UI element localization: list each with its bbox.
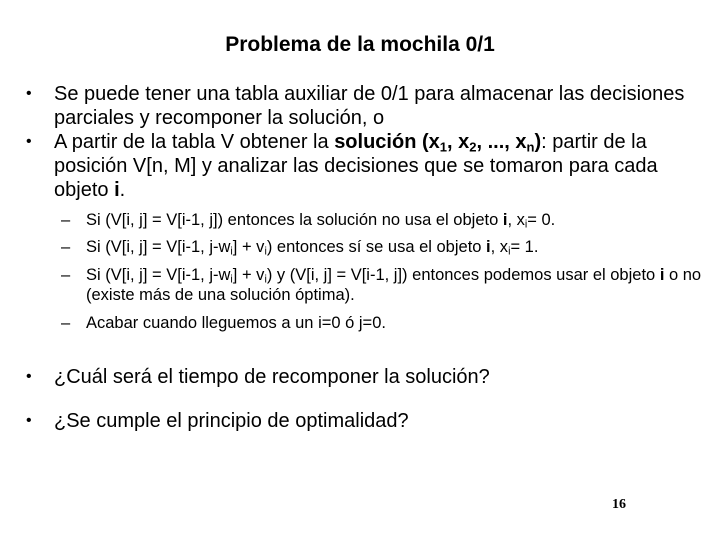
sub-item-2 [61, 237, 706, 258]
tuple-close: ) [534, 131, 542, 153]
bullet-text: ¿Cuál será el tiempo de recomponer la solución? [54, 366, 490, 388]
bullet-marker: • [26, 368, 32, 385]
bullet-text-pre: A partir de la tabla V obtener la [54, 131, 335, 153]
bullet-item-1 [26, 82, 694, 130]
sub-text-mid1: ] + v [232, 238, 265, 256]
sub-item-3 [61, 265, 706, 305]
bullet-text: ¿Se cumple el principio de optimalidad? [54, 410, 409, 432]
sub-text-pre: Si (V[i, j] = V[i-1, j-w [86, 238, 231, 256]
subscript-1: 1 [439, 139, 447, 155]
sub-text-post: o no (existe más de una solución óptima). [86, 266, 702, 304]
object-variable: i [486, 238, 491, 256]
sub-text-mid: , x [507, 211, 525, 229]
sub-text-pre: Si (V[i, j] = V[i-1, j]) entonces la solución no usa el objeto [86, 211, 503, 229]
object-variable: i [659, 266, 665, 284]
bullet-marker: • [26, 133, 32, 150]
subscript-w: i [230, 245, 233, 258]
sub-item-1 [61, 210, 706, 231]
sub-text-mid1: ] + v [232, 266, 265, 284]
object-variable: i [502, 211, 508, 229]
subscript-v: i [264, 273, 267, 286]
sub-text-post: = 1. [510, 238, 539, 256]
sub-item-4 [61, 313, 706, 333]
sub-text: Acabar cuando lleguemos a un i=0 ó j=0. [86, 314, 386, 332]
subscript-n: n [526, 139, 535, 155]
sub-text-pre: Si (V[i, j] = V[i-1, j-w [86, 266, 231, 284]
sub-text-mid2: ) y (V[i, j] = V[i-1, j]) entonces podemos usar el objeto [266, 266, 660, 284]
subscript-v: i [264, 245, 267, 258]
slide-title: Problema de la mochila 0/1 [225, 33, 495, 56]
bullet-marker: • [26, 85, 32, 102]
subscript-2: 2 [469, 139, 477, 155]
bullet-text-post: : partir de la posición V[n, M] y analizar las decisiones que se tomaron para cada objeto [54, 131, 658, 201]
tuple-open: (x [416, 131, 440, 153]
subscript-w: i [230, 273, 233, 286]
sub-text-mid2: ) entonces sí se usa el objeto [266, 238, 487, 256]
bullet-item-4 [26, 409, 694, 433]
bullet-item-3 [26, 365, 694, 389]
page-number: 16 [612, 497, 626, 512]
object-variable: i [114, 179, 120, 201]
bullet-text: Se puede tener una tabla auxiliar de 0/1 para almacenar las decisiones parciales y recomponer la solución, o [54, 83, 685, 129]
sub-text-mid3: , x [490, 238, 509, 256]
solution-term [334, 131, 541, 153]
sub-marker: – [61, 211, 71, 229]
bullet-marker: • [26, 412, 32, 429]
sub-marker: – [61, 266, 71, 284]
tuple-comma: , x [447, 131, 470, 153]
subscript-x: i [508, 245, 511, 258]
sub-marker: – [61, 314, 71, 332]
tuple-ellipsis: , ..., x [476, 131, 527, 153]
bullet-text-end: . [119, 179, 126, 201]
subscript-i: i [524, 218, 528, 231]
sub-marker: – [61, 238, 71, 256]
bullet-item-2 [26, 130, 694, 202]
solution-word: solución [334, 131, 417, 153]
sub-text-post: = 0. [527, 211, 556, 229]
